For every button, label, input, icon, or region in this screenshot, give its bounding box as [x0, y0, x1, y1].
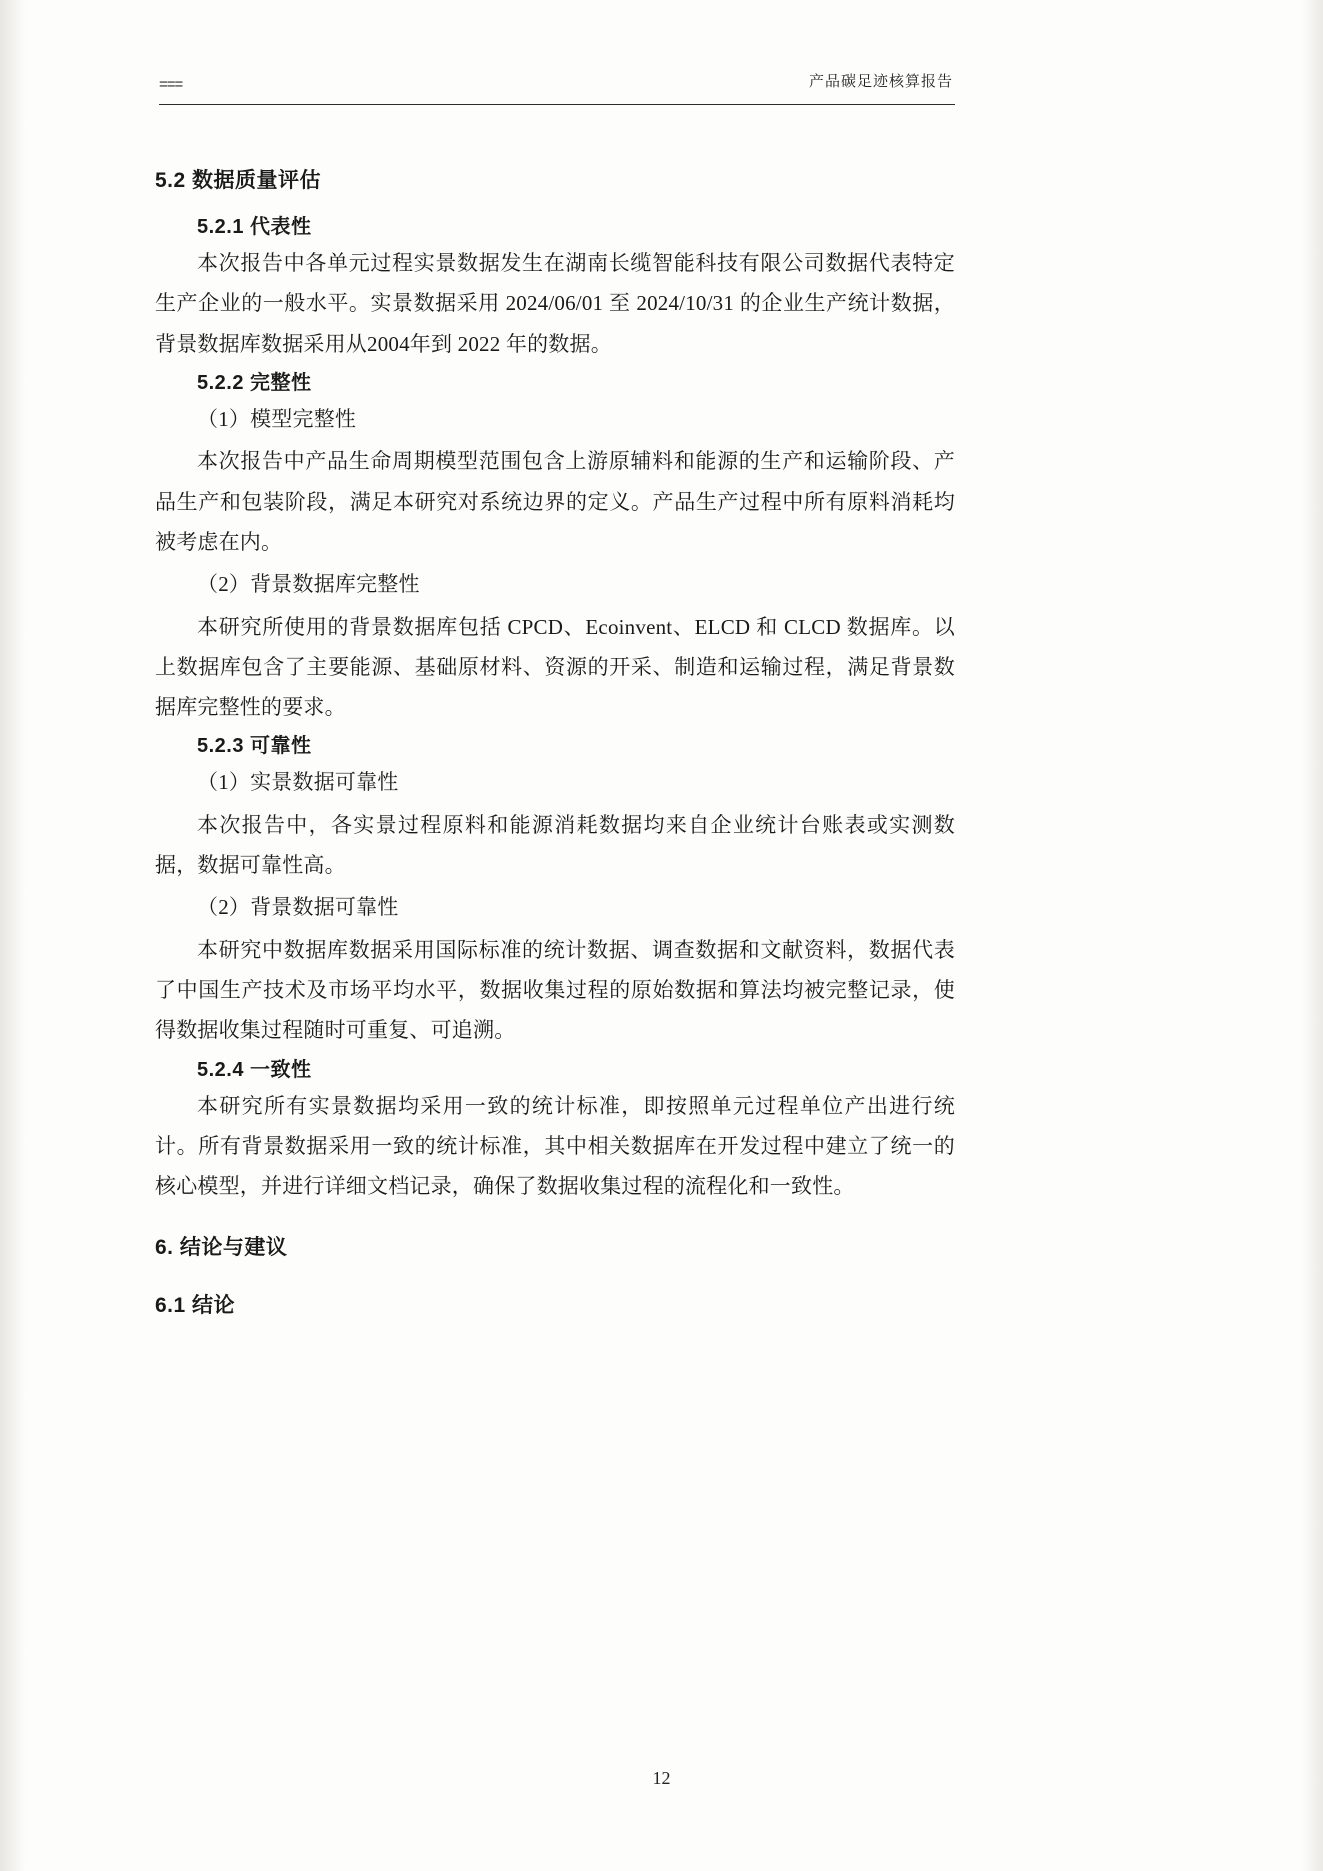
- heading-5-2-4: 5.2.4 一致性: [197, 1058, 312, 1081]
- page-number: 12: [652, 1768, 671, 1788]
- page-content: [155, 60, 955, 1325]
- item-5-2-3-1: （1）实景数据可靠性: [197, 770, 399, 795]
- paragraph-5-2-3-1: 本次报告中，各实景过程原料和能源消耗数据均来自企业统计台账表或实测数据，数据可靠性高。: [155, 812, 955, 878]
- heading-5-2-3: 5.2.3 可靠性: [197, 735, 312, 758]
- heading-5-2: 5.2 数据质量评估: [155, 169, 322, 192]
- page-header: [155, 60, 955, 102]
- item-5-2-2-1: （1）模型完整性: [197, 406, 357, 431]
- paragraph-5-2-4: 本研究所有实景数据均采用一致的统计标准，即按照单元过程单位产出进行统计。所有背景数据采用一致的统计标准，其中相关数据库在开发过程中建立了统一的核心模型，并进行详细文档记录，确保了数据收集过程的流程化和一致性。: [155, 1093, 955, 1199]
- heading-6-1: 6.1 结论: [155, 1293, 236, 1317]
- heading-5-2-2: 5.2.2 完整性: [197, 371, 312, 394]
- paragraph-5-2-1: 本次报告中各单元过程实景数据发生在湖南长缆智能科技有限公司数据代表特定生产企业的一般水平。实景数据采用 2024/06/01 至 2024/10/31 的企业生产统计数据，背景数据库数据采用从2004年到 2022 年的数据。: [155, 251, 955, 356]
- header-divider: [159, 104, 955, 105]
- item-5-2-2-2: （2）背景数据库完整性: [197, 572, 420, 597]
- item-5-2-3-2: （2）背景数据可靠性: [197, 895, 399, 920]
- paragraph-5-2-3-2: 本研究中数据库数据采用国际标准的统计数据、调查数据和文献资料，数据代表了中国生产技术及市场平均水平，数据收集过程的原始数据和算法均被完整记录，使得数据收集过程随时可重复、可追溯。: [155, 937, 955, 1043]
- heading-6: 6. 结论与建议: [155, 1235, 288, 1259]
- heading-5-2-1: 5.2.1 代表性: [197, 216, 312, 238]
- paragraph-5-2-2-1: 本次报告中产品生命周期模型范围包含上游原辅料和能源的生产和运输阶段、产品生产和包装阶段，满足本研究对系统边界的定义。产品生产过程中所有原料消耗均被考虑在内。: [155, 449, 955, 554]
- header-marks: ===: [159, 76, 183, 93]
- document-body: [155, 164, 955, 1319]
- header-title: 产品碳足迹核算报告: [808, 73, 953, 90]
- paragraph-5-2-2-2: 本研究所使用的背景数据库包括 CPCD、Ecoinvent、ELCD 和 CLCD 数据库。以上数据库包含了主要能源、基础原材料、资源的开采、制造和运输过程，满足背景数据库完整性的要求。: [155, 614, 955, 720]
